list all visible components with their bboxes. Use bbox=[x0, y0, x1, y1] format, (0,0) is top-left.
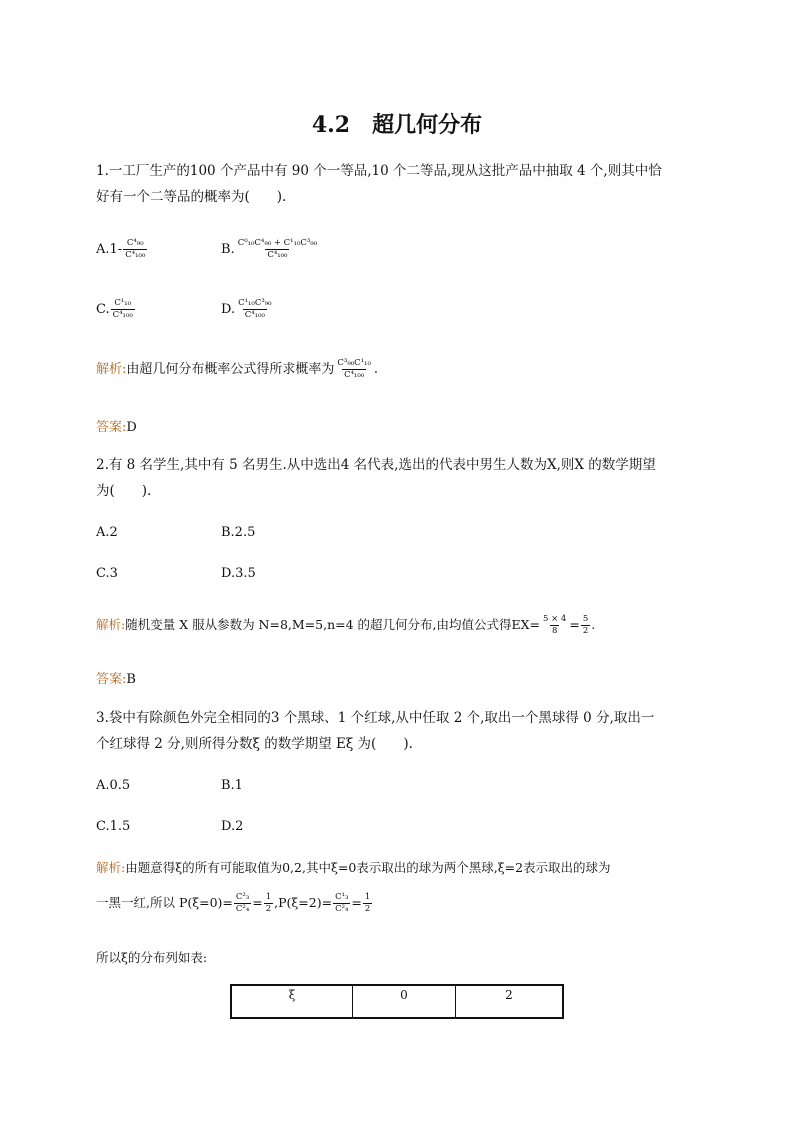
answer-value: D bbox=[126, 420, 137, 435]
table-cell: ξ bbox=[231, 985, 353, 1018]
table-cell: 0 bbox=[353, 985, 456, 1018]
q3-solution-line-1: 解析:由题意得ξ的所有可能取值为0,2,其中ξ=0表示取出的球为两个黑球,ξ=2表示取出的球为 bbox=[96, 860, 611, 875]
table-cell: 2 bbox=[456, 985, 564, 1018]
question-2-line-2: 为( ). bbox=[96, 483, 152, 499]
question-2-line-1: 2.有 8 名学生,其中有 5 名男生.从中选出4 名代表,选出的代表中男生人数为X,则X 的数学期望 bbox=[96, 457, 656, 473]
q3-fraction-3: $\frac{\text{C¹₃}}{\text{C²₄}}$ bbox=[335, 892, 349, 914]
q3-option-d: D.2 bbox=[221, 819, 244, 834]
q3-fraction-1: $\frac{\text{C²₃}}{\text{C²₄}}$ bbox=[235, 892, 250, 914]
q1-option-a: A.1- $\frac{\text{C⁴₉₀}}{\text{C⁴₁₀₀}}$ bbox=[96, 238, 146, 260]
q2-solution-fraction-1: $\frac{5 \times 4}{8}$ bbox=[543, 614, 567, 636]
q1-solution-fraction: $\frac{\text{C³₉₀C¹₁₀}}{\text{C⁴₁₀₀}}$ bbox=[337, 358, 371, 380]
q3-option-a: A.0.5 bbox=[96, 778, 131, 793]
question-2 bbox=[96, 452, 702, 504]
q3-fraction-2: $\frac{1}{2}$ bbox=[265, 892, 272, 914]
q2-option-c: C.3 bbox=[96, 566, 118, 581]
q3-option-c: C.1.5 bbox=[96, 819, 131, 834]
table-row bbox=[231, 985, 563, 1018]
q3-solution-line-2: 一黑一红,所以 P(ξ=0)= $\frac{\text{C²₃}}{\text{C²₄}}$ = $\frac{1}{2}$ ,P(ξ=2)= $\frac{\text{C¹₃}}{\text{C²₄}}$ = $\frac{1}{2}$ bbox=[96, 892, 371, 914]
q2-solution: 解析:随机变量 X 服从参数为 N=8,M=5,n=4 的超几何分布,由均值公式得EX= $\frac{5 \times 4}{8}$ = $\frac{5}{2}$ . bbox=[96, 614, 596, 636]
q3-fraction-4: $\frac{1}{2}$ bbox=[364, 892, 371, 914]
solution-label: 解析: bbox=[96, 617, 126, 632]
q2-option-d: D.3.5 bbox=[221, 566, 256, 581]
question-1-line-1: 1.一工厂生产的100 个产品中有 90 个一等品,10 个二等品,现从这批产品中抽取 4 个,则其中恰 bbox=[96, 163, 662, 179]
q1-answer bbox=[96, 416, 137, 435]
q2-option-b: B.2.5 bbox=[221, 525, 256, 540]
question-1-line-2: 好有一个二等品的概率为( ). bbox=[96, 189, 287, 205]
distribution-table bbox=[230, 984, 564, 1019]
question-3-line-2: 个红球得 2 分,则所得分数ξ 的数学期望 Eξ 为( ). bbox=[96, 736, 413, 752]
q3-solution-line-3: 所以ξ的分布列如表: bbox=[96, 950, 208, 965]
answer-label: 答案: bbox=[96, 420, 127, 435]
question-1 bbox=[96, 158, 702, 210]
solution-label: 解析: bbox=[96, 860, 126, 875]
question-3 bbox=[96, 705, 702, 757]
question-3-line-1: 3.袋中有除颜色外完全相同的3 个黑球、1 个红球,从中任取 2 个,取出一个黑球得 0 分,取出一 bbox=[96, 710, 655, 726]
q1-solution: 解析:由超几何分布概率公式得所求概率为 $\frac{\text{C³₉₀C¹₁₀}}{\text{C⁴₁₀₀}}$ . bbox=[96, 358, 378, 380]
q1-option-d: D. $\frac{\text{C¹₁₀C³₉₀}}{\text{C⁴₁₀₀}}$ bbox=[221, 298, 272, 320]
solution-label: 解析: bbox=[96, 362, 127, 377]
answer-label: 答案: bbox=[96, 672, 127, 687]
q1-option-d-fraction: $\frac{\text{C¹₁₀C³₉₀}}{\text{C⁴₁₀₀}}$ bbox=[238, 298, 272, 320]
page-title bbox=[0, 108, 794, 139]
answer-value: B bbox=[126, 672, 136, 687]
q2-solution-fraction-2: $\frac{5}{2}$ bbox=[582, 614, 589, 636]
q1-option-a-fraction: $\frac{\text{C⁴₉₀}}{\text{C⁴₁₀₀}}$ bbox=[125, 238, 146, 260]
section-title: 超几何分布 bbox=[372, 112, 483, 138]
section-number: 4.2 bbox=[311, 112, 351, 138]
q3-option-b: B.1 bbox=[221, 778, 243, 793]
q1-option-c: C. $\frac{\text{C¹₁₀}}{\text{C⁴₁₀₀}}$ bbox=[96, 298, 133, 320]
q1-option-b-fraction: $\frac{\text{C⁰₁₀C⁴₉₀ + C¹₁₀C³₉₀}}{\text{C⁴₁₀₀}}$ bbox=[237, 238, 318, 260]
q2-option-a: A.2 bbox=[96, 525, 118, 540]
q2-answer bbox=[96, 668, 136, 687]
q1-option-b: B. $\frac{\text{C⁰₁₀C⁴₉₀ + C¹₁₀C³₉₀}}{\text{C⁴₁₀₀}}$ bbox=[221, 238, 318, 260]
q1-option-c-fraction: $\frac{\text{C¹₁₀}}{\text{C⁴₁₀₀}}$ bbox=[112, 298, 133, 320]
